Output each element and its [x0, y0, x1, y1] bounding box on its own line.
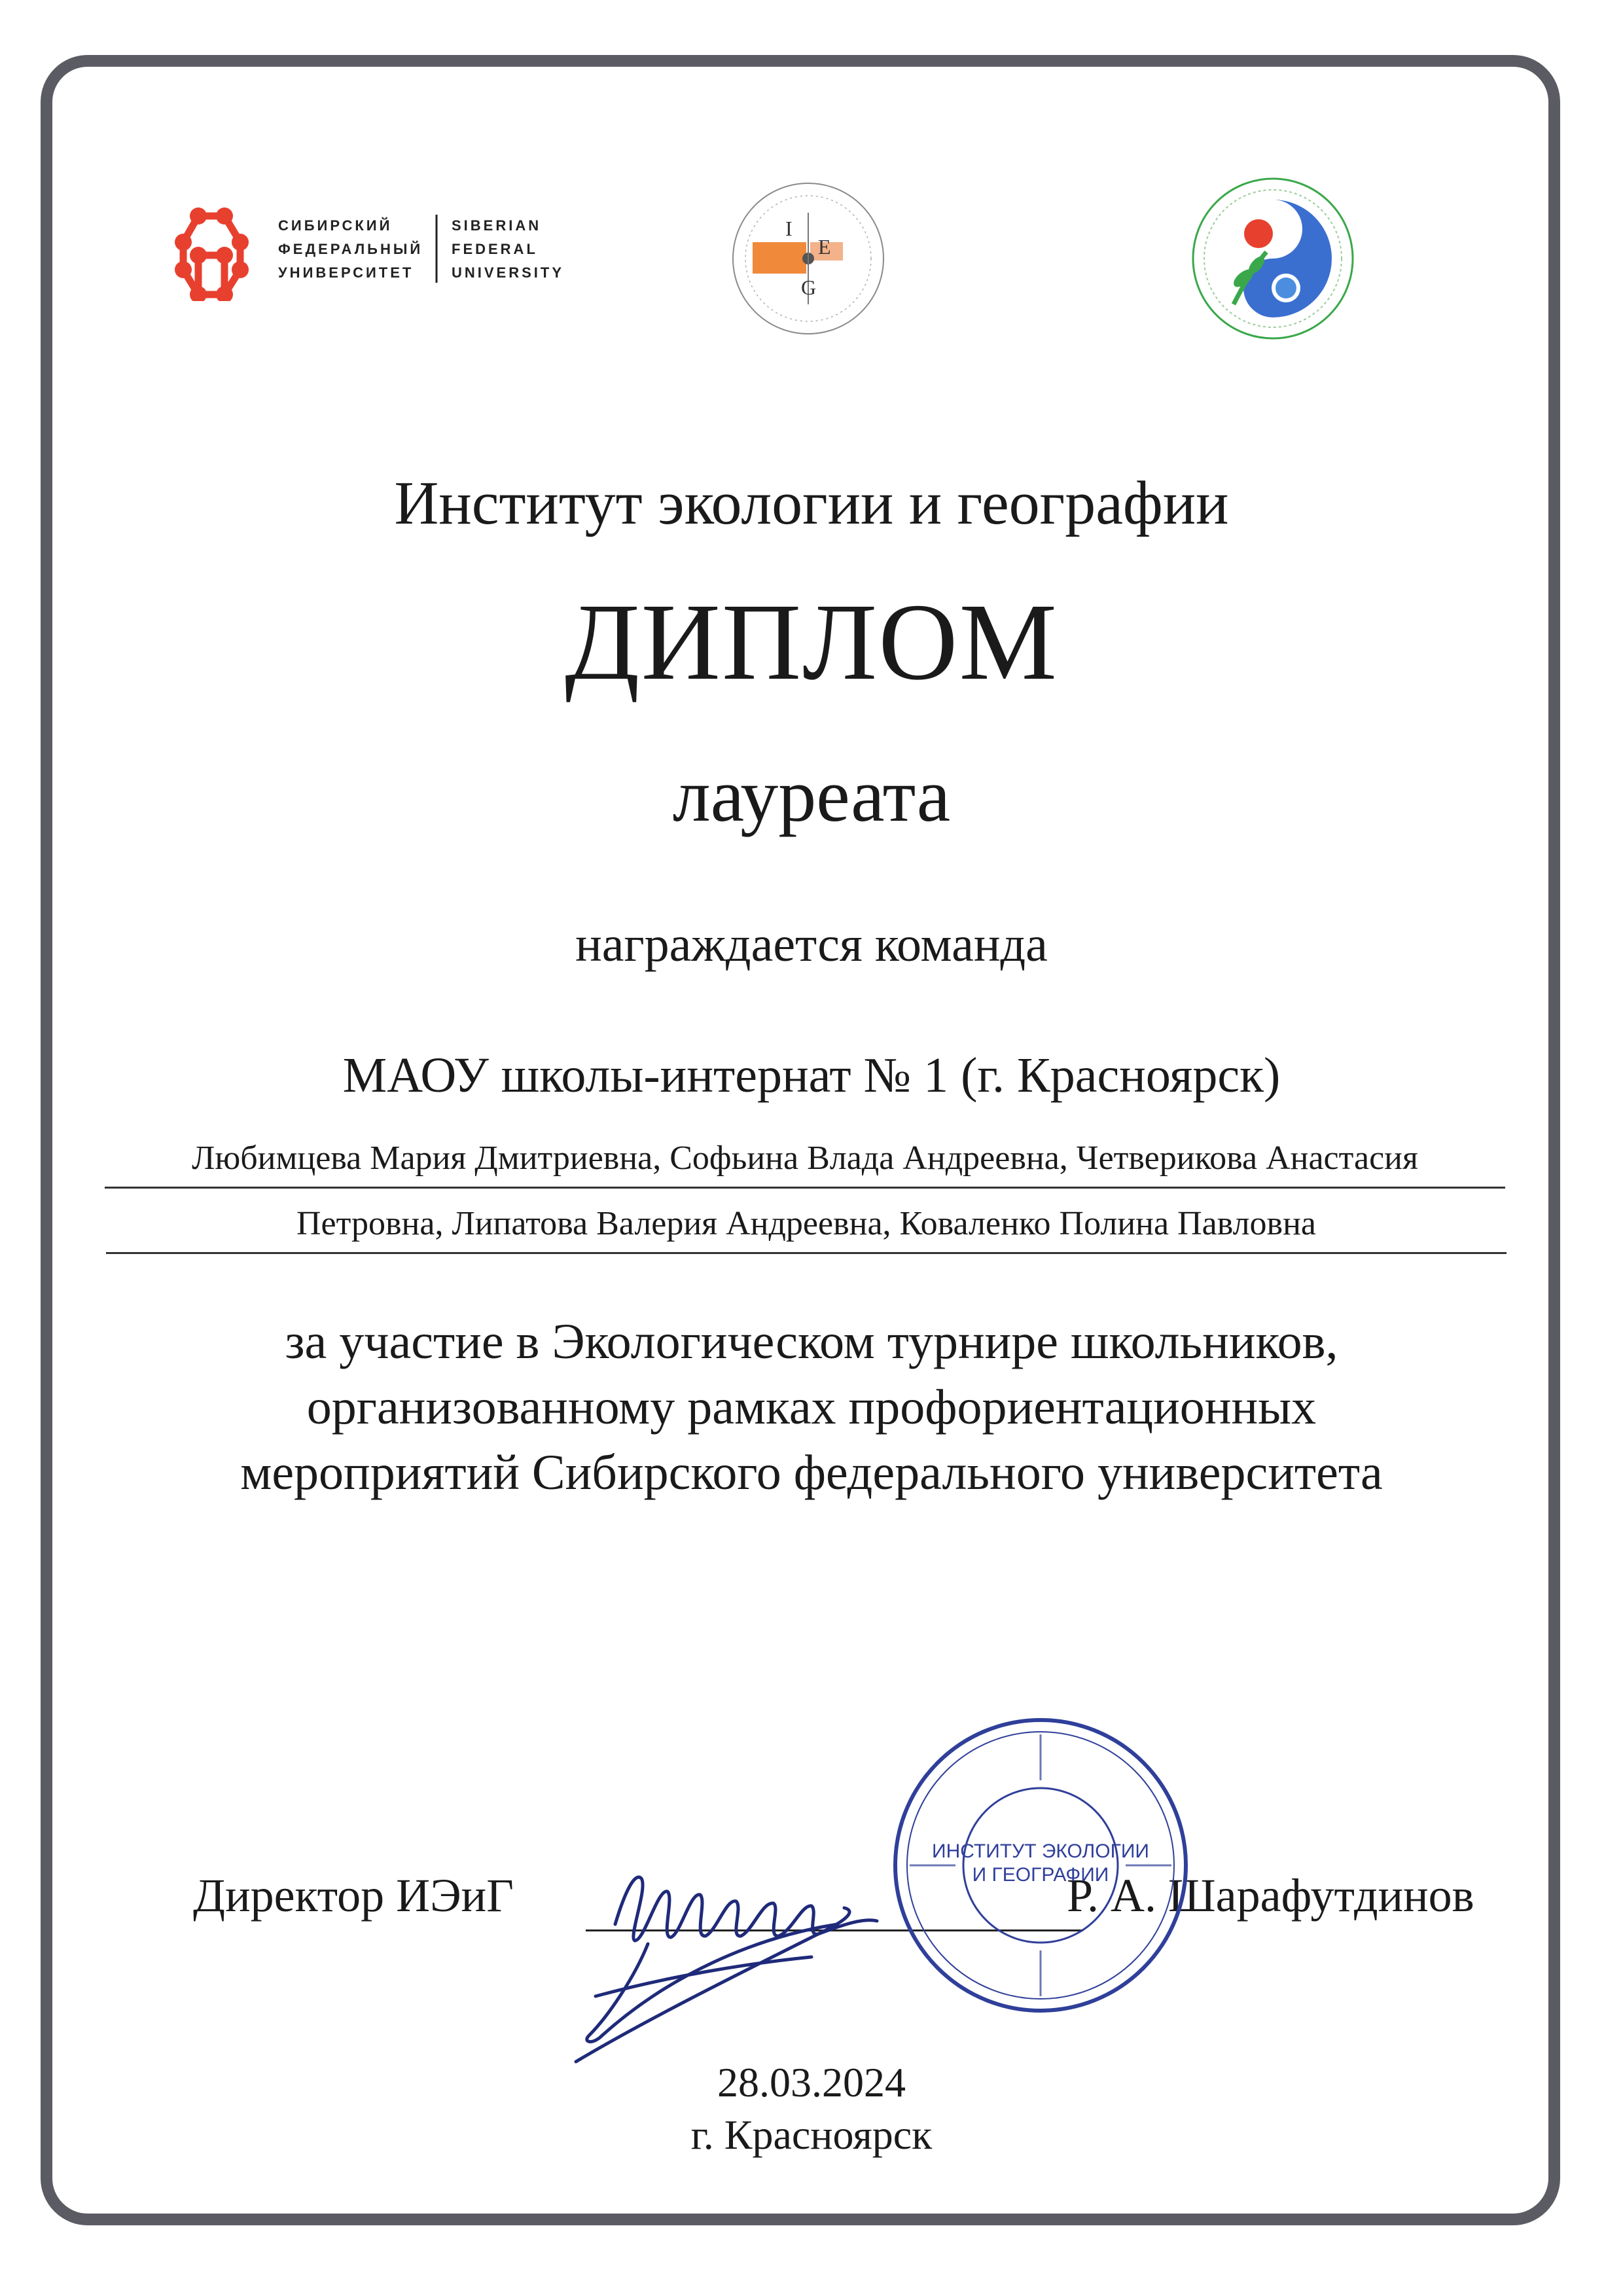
eco-emblem-icon: [1188, 173, 1358, 344]
ieg-logo: [726, 177, 890, 340]
eco-globe-icon: [1275, 278, 1296, 298]
team-name: МАОУ школы-интернат № 1 (г. Красноярск): [342, 1048, 1281, 1103]
document-subtype: лауреата: [672, 754, 951, 838]
director-title: Директор ИЭиГ: [193, 1869, 514, 1922]
sfu-en-line-2: FEDERAL: [452, 241, 538, 257]
handwritten-signature: [537, 1826, 903, 2075]
issue-city: г. Красноярск: [690, 2111, 933, 2158]
award-reason-line-1: за участие в Экологическом турнире школьников,: [285, 1314, 1338, 1369]
ieg-letter-g: G: [801, 276, 817, 299]
director-name: Р. А. Шарафутдинов: [1067, 1869, 1474, 1922]
stamp-center-line-2: И ГЕОГРАФИИ: [972, 1864, 1109, 1886]
sfu-ru-line-1: СИБИРСКИЙ: [278, 217, 393, 234]
award-reason-line-2: организованному рамках профориентационных: [306, 1380, 1317, 1435]
award-line: награждается команда: [575, 917, 1048, 972]
award-reason-line-3: мероприятий Сибирского федерального университета: [240, 1445, 1383, 1500]
official-stamp: [883, 1708, 1198, 2022]
sfu-ru-line-2: ФЕДЕРАЛЬНЫЙ: [278, 241, 423, 257]
team-members-line-2: Петровна, Липатова Валерия Андреевна, Коваленко Полина Павловна: [106, 1204, 1507, 1254]
ieg-letter-i: I: [785, 217, 793, 240]
document-type: ДИПЛОМ: [565, 581, 1058, 703]
team-members-line-1: Любимцева Мария Дмитриевна, Софьина Влада Андреевна, Четверикова Анастасия: [105, 1139, 1505, 1189]
sfu-logo: [167, 196, 573, 301]
sfu-en-line-1: SIBERIAN: [452, 217, 542, 234]
issue-date: 28.03.2024: [717, 2059, 906, 2106]
sfu-ru-line-3: УНИВЕРСИТЕТ: [278, 264, 414, 281]
ieg-orange-block-icon: [753, 242, 806, 274]
institute-title: Институт экологии и географии: [394, 469, 1229, 537]
ieg-letter-e: E: [818, 235, 831, 259]
sfu-en-line-3: UNIVERSITY: [452, 264, 565, 281]
stamp-center-line-1: ИНСТИТУТ ЭКОЛОГИИ: [932, 1840, 1149, 1862]
eco-fruit-icon: [1244, 219, 1273, 248]
